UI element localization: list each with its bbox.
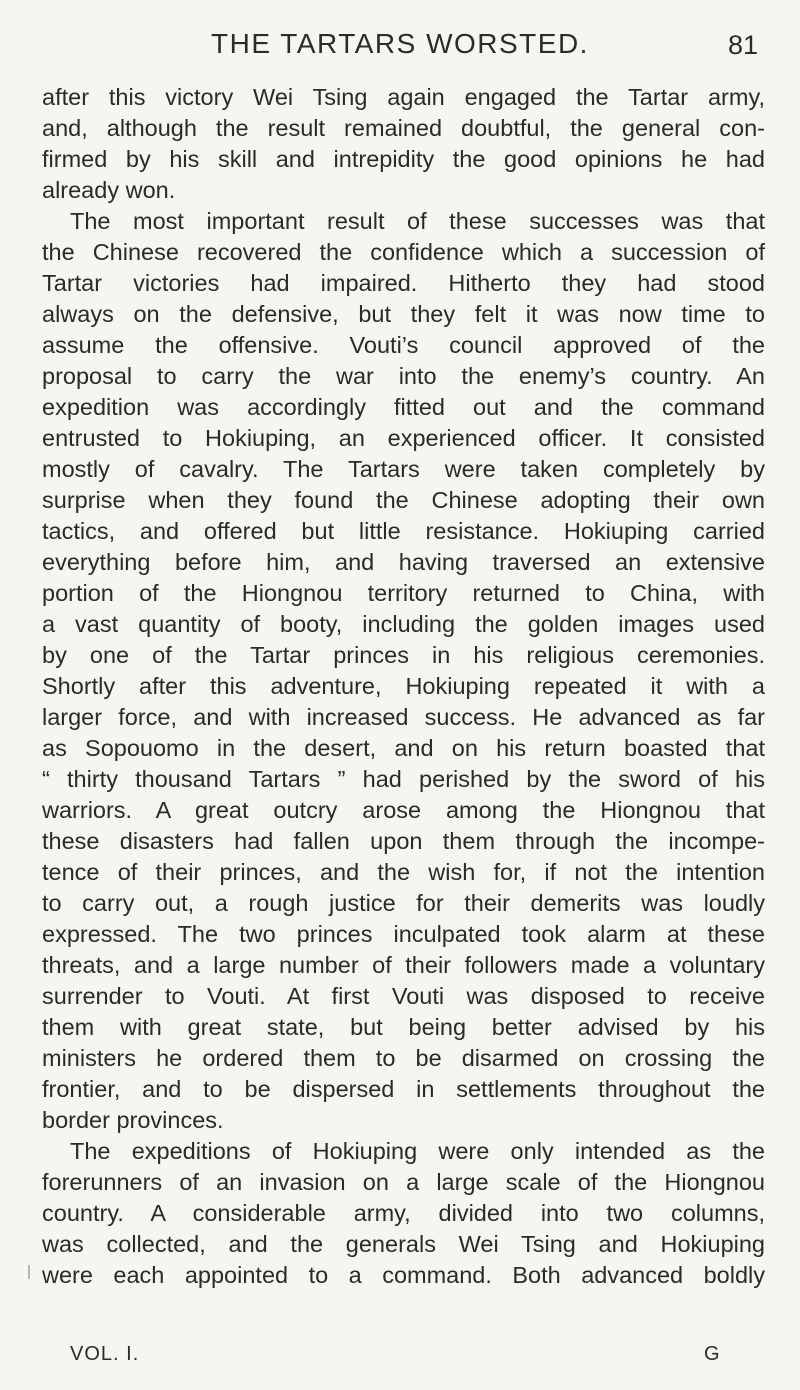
text-line: expedition was accordingly fitted out and the command	[42, 394, 765, 420]
text-line: “ thirty thousand Tartars ” had perished by the sword of his	[42, 766, 765, 792]
page-speck	[28, 1265, 30, 1279]
text-line: The expeditions of Hokiuping were only intended as the	[70, 1138, 765, 1164]
text-line: frontier, and to be dispersed in settlements throughout the	[42, 1076, 765, 1102]
text-line: Tartar victories had impaired. Hitherto they had stood	[42, 270, 765, 296]
text-line: to carry out, a rough justice for their demerits was loudly	[42, 890, 765, 916]
text-line: tactics, and offered but little resistance. Hokiuping carried	[42, 518, 765, 544]
text-line: as Sopouomo in the desert, and on his return boasted that	[42, 735, 765, 761]
text-line: assume the offensive. Vouti’s council approved of the	[42, 332, 765, 358]
text-line: and, although the result remained doubtful, the general con-	[42, 115, 765, 141]
text-line: entrusted to Hokiuping, an experienced officer. It consisted	[42, 425, 765, 451]
text-line: after this victory Wei Tsing again engaged the Tartar army,	[42, 84, 765, 110]
page-number: 81	[727, 30, 758, 60]
text-line: expressed. The two princes inculpated took alarm at these	[42, 921, 765, 947]
text-line: firmed by his skill and intrepidity the good opinions he had	[42, 146, 765, 172]
text-line: Shortly after this adventure, Hokiuping repeated it with a	[42, 673, 765, 699]
text-line: warriors. A great outcry arose among the Hiongnou that	[42, 797, 765, 823]
text-line: proposal to carry the war into the enemy’s country. An	[42, 363, 765, 389]
text-line: portion of the Hiongnou territory returned to China, with	[42, 580, 765, 606]
text-line: by one of the Tartar princes in his religious ceremonies.	[42, 642, 765, 668]
volume-signature: VOL. I.	[70, 1343, 140, 1365]
text-line: threats, and a large number of their followers made a voluntary	[42, 952, 765, 978]
text-line: country. A considerable army, divided into two columns,	[42, 1200, 765, 1226]
text-line: a vast quantity of booty, including the golden images used	[42, 611, 765, 637]
text-line: always on the defensive, but they felt it was now time to	[42, 301, 765, 327]
page-header	[0, 28, 800, 68]
running-head: THE TARTARS WORSTED.	[211, 28, 589, 59]
text-line: already won.	[42, 177, 176, 203]
text-line: the Chinese recovered the confidence which a succession of	[42, 239, 765, 265]
text-line: mostly of cavalry. The Tartars were taken completely by	[42, 456, 765, 482]
text-line: surrender to Vouti. At first Vouti was disposed to receive	[42, 983, 765, 1009]
page-footer	[0, 1343, 800, 1373]
text-line: border provinces.	[42, 1107, 224, 1133]
text-line: everything before him, and having traversed an extensive	[42, 549, 765, 575]
gathering-signature: G	[704, 1343, 720, 1365]
text-line: was collected, and the generals Wei Tsing and Hokiuping	[42, 1231, 765, 1257]
text-line: ministers he ordered them to be disarmed on crossing the	[42, 1045, 765, 1071]
text-line: The most important result of these successes was that	[70, 208, 765, 234]
text-line: surprise when they found the Chinese adopting their own	[42, 487, 765, 513]
text-line: them with great state, but being better advised by his	[42, 1014, 765, 1040]
text-line: these disasters had fallen upon them through the incompe-	[42, 828, 765, 854]
text-line: tence of their princes, and the wish for, if not the intention	[42, 859, 765, 885]
text-line: forerunners of an invasion on a large scale of the Hiongnou	[42, 1169, 765, 1195]
text-line: larger force, and with increased success. He advanced as far	[42, 704, 765, 730]
text-line: were each appointed to a command. Both advanced boldly	[42, 1262, 765, 1288]
